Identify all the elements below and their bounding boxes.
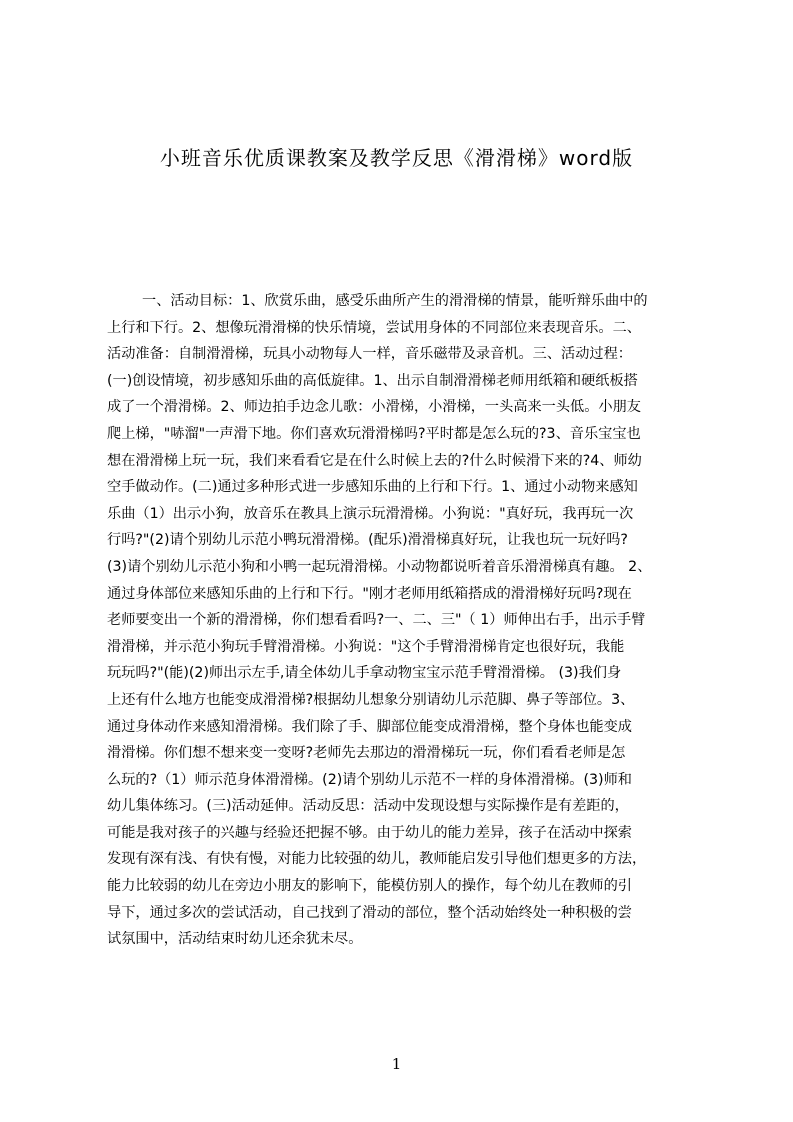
body-line: 行吗?"(2)请个别幼儿示范小鸭玩滑滑梯。(配乐)滑滑梯真好玩，让我也玩一玩好吗? (107, 532, 628, 549)
body-line: 滑滑梯。你们想不想来变一变呀?老师先去那边的滑滑梯玩一玩，你们看看老师是怎 (107, 745, 626, 762)
body-line: 想在滑滑梯上玩一玩，我们来看看它是在什么时候上去的?什么时候滑下来的?4、师幼 (107, 452, 642, 469)
body-line: 活动准备：自制滑滑梯，玩具小动物每人一样，音乐磁带及录音机。三、活动过程： (107, 346, 632, 363)
body-line: (一)创设情境，初步感知乐曲的高低旋律。1、出示自制滑滑梯老师用纸箱和硬纸板搭 (107, 372, 638, 389)
body-line: 导下，通过多次的尝试活动，自己找到了滑动的部位，整个活动始终处一种积极的尝 (107, 904, 632, 921)
body-line: 么玩的?（1）师示范身体滑滑梯。(2)请个别幼儿示范不一样的身体滑滑梯。(3)师和 (107, 771, 632, 788)
body-line: 通过身体部位来感知乐曲的上行和下行。"刚才老师用纸箱搭成的滑滑梯好玩吗?现在 (107, 585, 632, 602)
body-line: 成了一个滑滑梯。2、师边拍手边念儿歌：小滑梯，小滑梯，一头高来一头低。小朋友 (107, 399, 641, 416)
body-line: 滑滑梯，并示范小狗玩手臂滑滑梯。小狗说："这个手臂滑滑梯肯定也很好玩，我能 (107, 638, 625, 655)
body-line: 一、活动目标：1、欣赏乐曲，感受乐曲所产生的滑滑梯的情景，能听辩乐曲中的 (142, 293, 648, 309)
body-line: 通过身体动作来感知滑滑梯。我们除了手、脚部位能变成滑滑梯，整个身体也能变成 (107, 718, 632, 735)
body-line: 老师要变出一个新的滑滑梯，你们想看看吗?一、二、三"（ 1）师伸出右手，出示手臂 (107, 612, 646, 629)
body-line: 试氛围中，活动结束时幼儿还余犹未尽。 (107, 931, 363, 948)
body-line: 可能是我对孩子的兴趣与经验还把握不够。由于幼儿的能力差异，孩子在活动中探索 (107, 824, 632, 841)
body-line: 玩玩吗?"(能)(2)师出示左手,请全体幼儿手拿动物宝宝示范手臂滑滑梯。 (3)我们身 (107, 665, 622, 682)
document-body (107, 288, 698, 968)
body-line: (3)请个别幼儿示范小狗和小鸭一起玩滑滑梯。小动物都说听着音乐滑滑梯真有趣。 2、 (107, 558, 652, 575)
body-line: 上行和下行。2、想像玩滑滑梯的快乐情境，尝试用身体的不同部位来表现音乐。二、 (107, 319, 641, 336)
body-line: 空手做动作。(二)通过多种形式进一步感知乐曲的上行和下行。1、通过小动物来感知 (107, 479, 638, 496)
body-line: 爬上梯，"哧溜"一声滑下地。你们喜欢玩滑滑梯吗?平时都是怎么玩的?3、音乐宝宝也 (107, 425, 641, 442)
body-line: 能力比较弱的幼儿在旁边小朋友的影响下，能模仿别人的操作，每个幼儿在教师的引 (107, 878, 632, 895)
body-line: 幼儿集体练习。(三)活动延伸。活动反思：活动中发现设想与实际操作是有差距的， (107, 798, 629, 815)
body-line: 上还有什么地方也能变成滑滑梯?根据幼儿想象分别请幼儿示范脚、鼻子等部位。3、 (107, 691, 635, 708)
page-number: 1 (391, 1055, 402, 1073)
body-line: 乐曲（1）出示小狗，放音乐在教具上演示玩滑滑梯。小狗说："真好玩，我再玩一次 (107, 505, 634, 522)
body-line: 发现有深有浅、有快有慢，对能力比较强的幼儿，教师能启发引导他们想更多的方法， (107, 851, 647, 868)
document-title: 小班音乐优质课教案及教学反思《滑滑梯》word版 (159, 146, 634, 170)
